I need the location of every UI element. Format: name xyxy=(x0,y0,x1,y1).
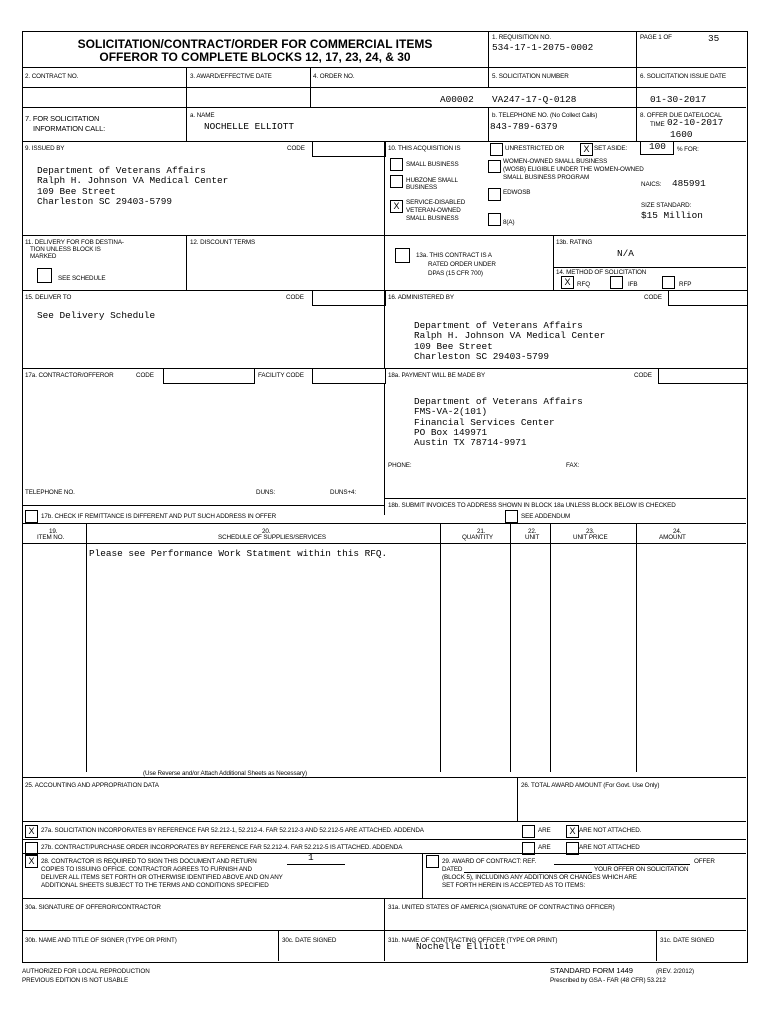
col-quantity-label: QUANTITY xyxy=(462,534,494,541)
clause-29-dated: DATED xyxy=(442,866,463,873)
deliver-to-code-box[interactable] xyxy=(312,290,386,306)
clause-28-copies[interactable]: 1 xyxy=(308,852,314,863)
rated-order-label: 13a. THIS CONTRACT IS A xyxy=(416,252,492,259)
col-price-label: UNIT PRICE xyxy=(573,534,608,541)
size-standard-label: SIZE STANDARD: xyxy=(641,202,692,209)
telephone-label: b. TELEPHONE NO. (No Collect Calls) xyxy=(492,112,598,119)
percent-for-label: % FOR: xyxy=(677,146,699,153)
form-number: STANDARD FORM 1449 xyxy=(550,966,633,975)
set-aside-checkbox[interactable]: X xyxy=(580,143,593,156)
issued-by-address: Department of Veterans Affairs Ralph H. Johnson VA Medical Center 109 Bee Street Charleston SC 29403-5799 xyxy=(37,165,229,207)
solicitation-info-label: 7. FOR SOLICITATION xyxy=(25,114,100,123)
solicitation-method-label: 14. METHOD OF SOLICITATION xyxy=(556,269,647,276)
administered-by-code-label: CODE xyxy=(644,294,662,301)
clause-28-line3: DELIVER ALL ITEMS SET FORTH OR OTHERWISE IDENTIFIED ABOVE AND ON ANY xyxy=(41,874,283,881)
contact-name-label: a. NAME xyxy=(190,112,215,119)
clause-28-line4: ADDITIONAL SHEETS SUBJECT TO THE TERMS AND CONDITIONS SPECIFIED xyxy=(41,882,269,889)
size-standard-value[interactable]: $15 Million xyxy=(641,210,703,221)
solicitation-number[interactable]: VA247-17-Q-0128 xyxy=(492,94,577,105)
col-amount-label: AMOUNT xyxy=(659,534,686,541)
clause-29-your-offer: YOUR OFFER ON SOLICITATION xyxy=(594,866,689,873)
col-schedule-label: SCHEDULE OF SUPPLIES/SERVICES xyxy=(218,534,326,541)
order-number[interactable]: A00002 xyxy=(440,94,474,105)
footer-reproduction: AUTHORIZED FOR LOCAL REPRODUCTION xyxy=(22,968,150,975)
form-revision: (REV. 2/2012) xyxy=(656,968,695,975)
col-item-label: ITEM NO. xyxy=(37,534,65,541)
rating-value[interactable]: N/A xyxy=(617,248,634,259)
remittance-checkbox[interactable] xyxy=(25,510,38,523)
duns-label: DUNS: xyxy=(256,489,276,496)
small-business-label: SMALL BUSINESS xyxy=(406,161,459,168)
clause-29-line1: 29. AWARD OF CONTRACT: REF. xyxy=(442,858,537,865)
ifb-checkbox[interactable] xyxy=(610,276,623,289)
clause-28-checkbox[interactable]: X xyxy=(25,855,38,868)
col-schedule-number: 20. xyxy=(262,528,271,535)
clause-29-checkbox[interactable] xyxy=(426,855,439,868)
discount-terms-label: 12. DISCOUNT TERMS xyxy=(190,239,256,246)
ifb-label: IFB xyxy=(628,281,638,288)
acquisition-label: 10. THIS ACQUISITION IS xyxy=(388,145,461,152)
issued-by-code-label: CODE xyxy=(287,145,305,152)
payment-label: 18a. PAYMENT WILL BE MADE BY xyxy=(388,372,486,379)
delivery-fob-label-2: TION UNLESS BLOCK IS xyxy=(30,246,101,253)
award-date-label: 3. AWARD/EFFECTIVE DATE xyxy=(190,73,272,80)
administered-by-address: Department of Veterans Affairs Ralph H. Johnson VA Medical Center 109 Bee Street Charleston SC 29403-5799 xyxy=(414,320,606,362)
facility-code-label: FACILITY CODE xyxy=(258,372,304,379)
col-unit-label: UNIT xyxy=(525,534,540,541)
contractor-code-box[interactable] xyxy=(163,368,255,384)
signer-date-label: 30c. DATE SIGNED xyxy=(282,937,337,944)
clause-27b-are-not-label: ARE NOT ATTACHED xyxy=(579,844,640,851)
edwosb-label: EDWOSB xyxy=(503,189,531,196)
contract-number-label: 2. CONTRACT NO. xyxy=(25,73,79,80)
sdvosb-checkbox[interactable]: X xyxy=(390,200,403,213)
requisition-number[interactable]: 534-17-1-2075-0002 xyxy=(492,42,594,53)
rating-label: 13b. RATING xyxy=(556,239,593,246)
clause-27a-checkbox[interactable]: X xyxy=(25,825,38,838)
officer-name-label: 31b. NAME OF CONTRACTING OFFICER (TYPE OR PRINT) xyxy=(388,937,558,944)
clause-28-line1: 28. CONTRACTOR IS REQUIRED TO SIGN THIS DOCUMENT AND RETURN xyxy=(41,858,257,865)
payment-code-label: CODE xyxy=(634,372,652,379)
contact-name[interactable]: NOCHELLE ELLIOTT xyxy=(204,121,295,132)
hubzone-label-2: BUSINESS xyxy=(406,184,438,191)
col-item-number: 19. xyxy=(49,528,58,535)
issued-by-label: 9. ISSUED BY xyxy=(25,145,65,152)
rfq-label: RFQ xyxy=(577,281,590,288)
small-business-checkbox[interactable] xyxy=(390,158,403,171)
form-title-line1: SOLICITATION/CONTRACT/ORDER FOR COMMERCIAL ITEMS xyxy=(77,37,433,51)
payment-phone-label: PHONE: xyxy=(388,462,412,469)
issued-by-code-box[interactable] xyxy=(312,141,386,157)
payment-code-box[interactable] xyxy=(658,368,748,384)
rfp-checkbox[interactable] xyxy=(662,276,675,289)
remittance-label: 17b. CHECK IF REMITTANCE IS DIFFERENT AND PUT SUCH ADDRESS IN OFFER xyxy=(41,513,277,520)
delivery-fob-label-3: MARKED xyxy=(30,253,57,260)
payment-address: Department of Veterans Affairs FMS-VA-2(101) Financial Services Center PO Box 149971 Austin TX 78714-9971 xyxy=(414,396,583,449)
edwosb-checkbox[interactable] xyxy=(488,188,501,201)
wosb-label: WOMEN-OWNED SMALL BUSINESS xyxy=(503,158,608,165)
signature-officer-label: 31a. UNITED STATES OF AMERICA (SIGNATURE OF CONTRACTING OFFICER) xyxy=(388,904,615,911)
footer-previous-edition: PREVIOUS EDITION IS NOT USABLE xyxy=(22,977,129,984)
clause-27a-are-not-label: ARE NOT ATTACHED. xyxy=(579,827,642,834)
rated-order-label-3: DPAS (15 CFR 700) xyxy=(428,270,483,277)
clause-27b-label: 27b. CONTRACT/PURCHASE ORDER INCORPORATES BY REFERENCE FAR 52.212-4. FAR 52.212-5 IS ATTACHED. ADDENDA xyxy=(41,844,403,851)
telephone-number[interactable]: 843-789-6379 xyxy=(490,121,558,132)
hubzone-checkbox[interactable] xyxy=(390,175,403,188)
wosb-checkbox[interactable] xyxy=(488,160,501,173)
clause-29-line4: SET FORTH HEREIN IS ACCEPTED AS TO ITEMS: xyxy=(442,882,586,889)
contractor-code-label: CODE xyxy=(136,372,154,379)
rated-order-checkbox[interactable] xyxy=(395,248,410,263)
clause-28-line2: COPIES TO ISSUING OFFICE. CONTRACTOR AGREES TO FURNISH AND xyxy=(41,866,252,873)
see-addendum-checkbox[interactable] xyxy=(505,510,518,523)
offer-due-time[interactable]: 1600 xyxy=(670,129,693,140)
col-quantity-number: 21. xyxy=(477,528,486,535)
delivery-fob-label: 11. DELIVERY FOR FOB DESTINA- xyxy=(25,239,124,246)
naics-label: NAICS: xyxy=(641,181,662,188)
unrestricted-label: UNRESTRICTED OR xyxy=(505,145,565,152)
sdvosb-label-2: VETERAN-OWNED xyxy=(406,207,461,214)
clause-27a-are-not-checkbox[interactable]: X xyxy=(566,825,579,838)
form-title-line2: OFFEROR TO COMPLETE BLOCKS 12, 17, 23, 24, & 30 xyxy=(99,50,411,64)
eight-a-label: 8(A) xyxy=(503,219,515,226)
deliver-to-code-label: CODE xyxy=(286,294,304,301)
form-prescribed: Prescribed by GSA - FAR (48 CFR) 53.212 xyxy=(550,977,666,984)
sdvosb-label-3: SMALL BUSINESS xyxy=(406,215,459,222)
clause-29-line3: (BLOCK 5), INCLUDING ANY ADDITIONS OR CHANGES WHICH ARE xyxy=(442,874,637,881)
administered-by-code-box[interactable] xyxy=(668,290,748,306)
clause-27a-are-checkbox[interactable] xyxy=(522,825,535,838)
issue-date[interactable]: 01-30-2017 xyxy=(650,94,707,105)
payment-fax-label: FAX: xyxy=(566,462,580,469)
clause-27b-are-label: ARE xyxy=(538,844,551,851)
order-number-label: 4. ORDER NO. xyxy=(313,73,355,80)
col-amount-number: 24. xyxy=(673,528,682,535)
naics-value[interactable]: 485991 xyxy=(672,178,706,189)
rated-order-label-2: RATED ORDER UNDER xyxy=(428,261,496,268)
reverse-sheets-note: (Use Reverse and/or Attach Additional Sheets as Necessary) xyxy=(143,770,307,777)
offer-due-label: 8. OFFER DUE DATE/LOCAL xyxy=(640,112,722,119)
page-label: PAGE 1 OF xyxy=(640,34,672,41)
requisition-label: 1. REQUISITION NO. xyxy=(492,34,552,41)
signature-offeror-label: 30a. SIGNATURE OF OFFEROR/CONTRACTOR xyxy=(25,904,161,911)
total-award-label: 26. TOTAL AWARD AMOUNT (For Govt. Use Only) xyxy=(521,782,660,789)
clause-27a-label: 27a. SOLICITATION INCORPORATES BY REFERENCE FAR 52.212-1, 52.212-4. FAR 52.212-3 AND 52.212-5 ARE ATTACHED. ADDENDA xyxy=(41,827,424,834)
duns4-label: DUNS+4: xyxy=(330,489,357,496)
accounting-label: 25. ACCOUNTING AND APPROPRIATION DATA xyxy=(25,782,159,789)
deliver-to-label: 15. DELIVER TO xyxy=(25,294,72,301)
sdvosb-label: SERVICE-DISABLED xyxy=(406,199,466,206)
officer-name[interactable]: Nochelle Elliott xyxy=(416,941,507,952)
see-schedule-label: SEE SCHEDULE xyxy=(58,275,106,282)
solicitation-info-label-2: INFORMATION CALL: xyxy=(33,124,106,133)
page-total: 35 xyxy=(708,33,720,44)
clause-27a-are-label: ARE xyxy=(538,827,551,834)
hubzone-label: HUBZONE SMALL xyxy=(406,177,458,184)
solicitation-number-label: 5. SOLICITATION NUMBER xyxy=(492,73,569,80)
clause-29-offer: OFFER xyxy=(694,858,715,865)
set-aside-percent[interactable]: 100 xyxy=(649,141,666,152)
col-unit-number: 22. xyxy=(528,528,537,535)
set-aside-label: SET ASIDE: xyxy=(594,145,628,152)
contractor-label: 17a. CONTRACTOR/OFFEROR xyxy=(25,372,114,379)
administered-by-label: 16. ADMINISTERED BY xyxy=(388,294,454,301)
col-price-number: 23. xyxy=(586,528,595,535)
see-addendum-label: SEE ADDENDUM xyxy=(521,513,571,520)
submit-invoices-label: 18b. SUBMIT INVOICES TO ADDRESS SHOWN IN BLOCK 18a UNLESS BLOCK BELOW IS CHECKED xyxy=(388,502,676,509)
unrestricted-checkbox[interactable] xyxy=(490,143,503,156)
issue-date-label: 6. SOLICITATION ISSUE DATE xyxy=(640,73,726,80)
see-schedule-checkbox[interactable] xyxy=(37,268,52,283)
signer-name-label: 30b. NAME AND TITLE OF SIGNER (TYPE OR PRINT) xyxy=(25,937,177,944)
eight-a-checkbox[interactable] xyxy=(488,213,501,226)
telephone-no-label: TELEPHONE NO. xyxy=(25,489,75,496)
facility-code-box[interactable] xyxy=(312,368,386,384)
schedule-body-text: Please see Performance Work Statment within this RFQ. xyxy=(89,548,388,559)
deliver-to-value[interactable]: See Delivery Schedule xyxy=(37,310,156,321)
wosb-label-2: (WOSB) ELIGIBLE UNDER THE WOMEN-OWNED xyxy=(503,166,644,173)
wosb-label-3: SMALL BUSINESS PROGRAM xyxy=(503,174,590,181)
rfp-label: RFP xyxy=(679,281,692,288)
rfq-checkbox[interactable]: X xyxy=(561,276,574,289)
officer-date-label: 31c. DATE SIGNED xyxy=(660,937,715,944)
offer-due-time-label: TIME xyxy=(650,121,665,128)
offer-due-date[interactable]: 02-10-2017 xyxy=(667,117,724,128)
